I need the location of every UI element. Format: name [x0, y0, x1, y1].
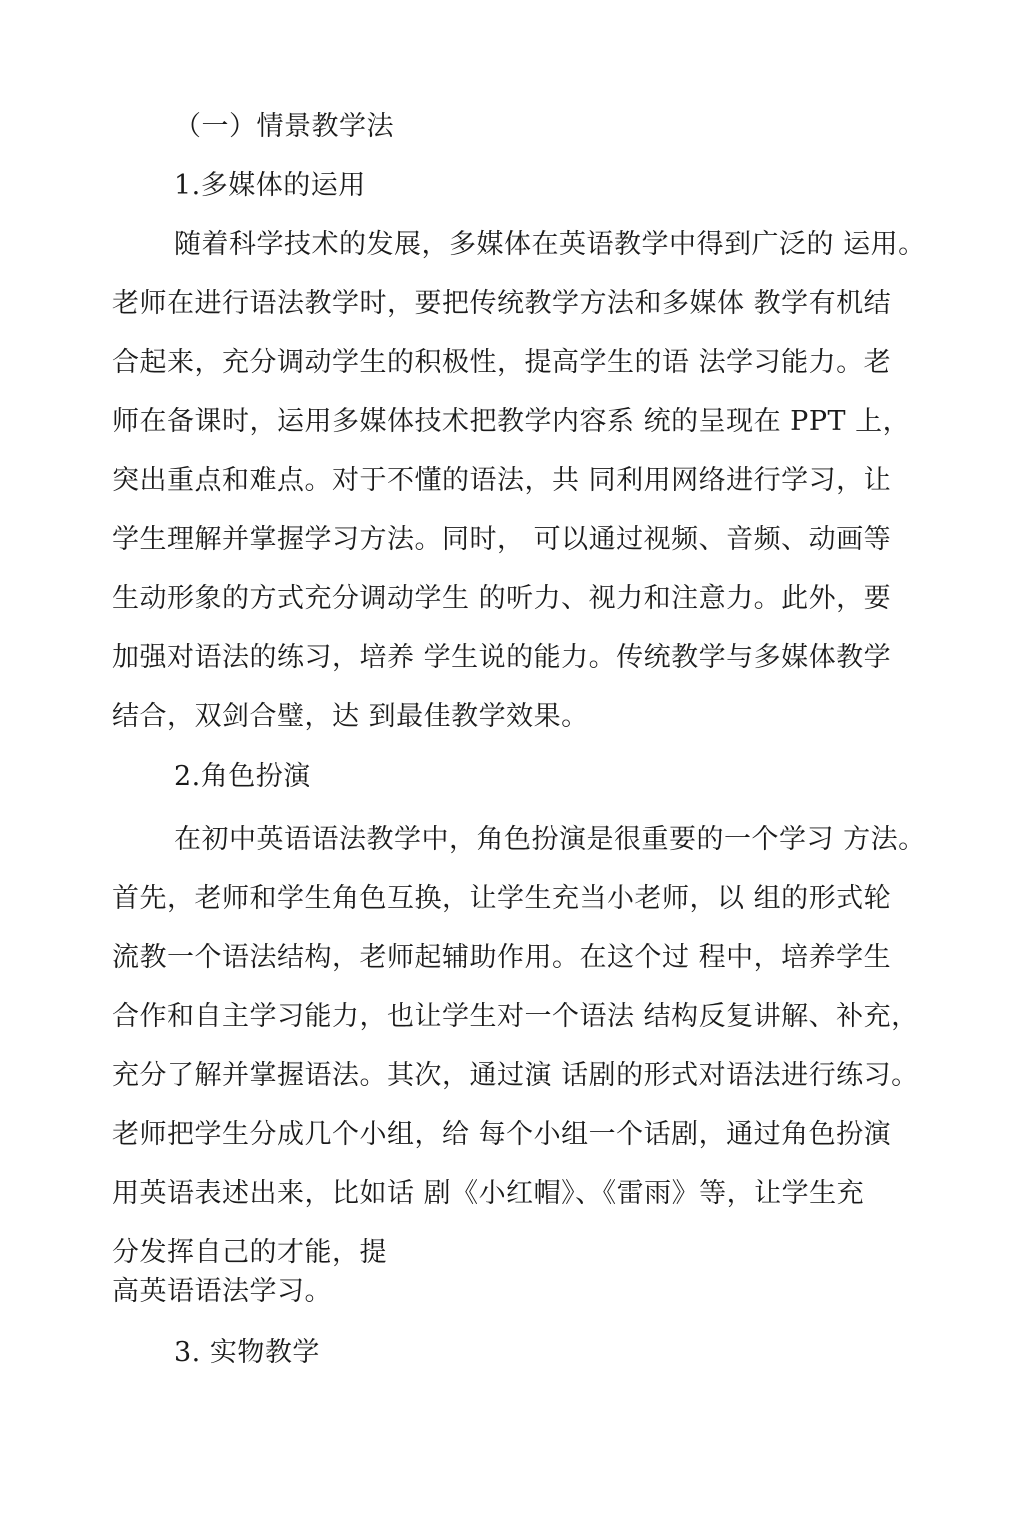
paragraph-line: 师在备课时，运用多媒体技术把教学内容系 统的呈现在 PPT 上，: [112, 406, 911, 437]
subsection-title-multimedia: 1.多媒体的运用: [174, 170, 366, 201]
paragraph-line: 合起来，充分调动学生的积极性，提高学生的语 法学习能力。老: [112, 347, 892, 378]
paragraph-line: 突出重点和难点。对于不懂的语法，共 同利用网络进行学习，让: [112, 465, 892, 496]
paragraph-line: 加强对语法的练习，培养 学生说的能力。传统教学与多媒体教学: [112, 642, 892, 673]
paragraph-line: 生动形象的方式充分调动学生 的听力、视力和注意力。此外，要: [112, 583, 892, 614]
paragraph-line: 结合，双剑合璧，达 到最佳教学效果。: [112, 701, 589, 732]
paragraph-line: 老师把学生分成几个小组，给 每个小组一个话剧，通过角色扮演: [112, 1119, 892, 1150]
paragraph-line: 流教一个语法结构，老师起辅助作用。在这个过 程中，培养学生: [112, 942, 892, 973]
paragraph-line: 首先，老师和学生角色互换，让学生充当小老师，以 组的形式轮: [112, 883, 892, 914]
subsection-title-role-play: 2.角色扮演: [174, 761, 311, 792]
section-heading: （一）情景教学法: [174, 111, 394, 142]
paragraph-line: 学生理解并掌握学习方法。同时， 可以通过视频、音频、动画等: [112, 524, 892, 555]
paragraph-line: 在初中英语语法教学中，角色扮演是很重要的一个学习 方法。: [174, 824, 926, 855]
paragraph-line: 充分了解并掌握语法。其次，通过演 话剧的形式对语法进行练习。: [112, 1060, 919, 1091]
paragraph-line: 合作和自主学习能力，也让学生对一个语法 结构反复讲解、补充，: [112, 1001, 919, 1032]
paragraph-line: 随着科学技术的发展，多媒体在英语教学中得到广泛的 运用。: [174, 229, 926, 260]
paragraph-line: 分发挥自己的才能，提: [112, 1237, 387, 1268]
paragraph-line: 高英语语法学习。: [112, 1276, 332, 1307]
subsection-title-realia: 3. 实物教学: [174, 1337, 320, 1368]
paragraph-line: 老师在进行语法教学时，要把传统教学方法和多媒体 教学有机结: [112, 288, 892, 319]
paragraph-line: 用英语表述出来，比如话 剧《小红帽》、《雷雨》等，让学生充: [112, 1178, 865, 1209]
